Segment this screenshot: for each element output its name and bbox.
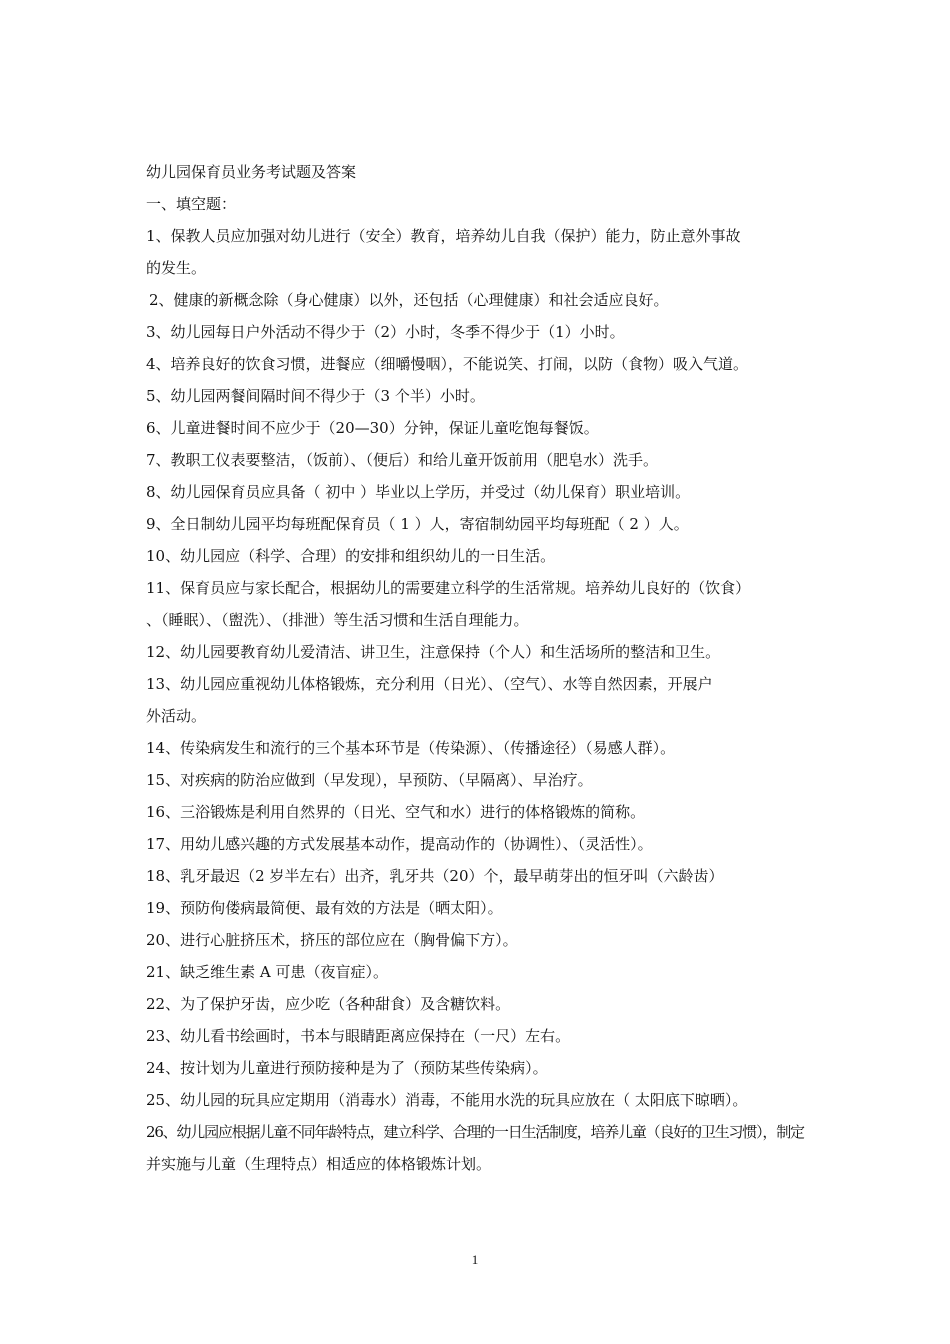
question-21: 21、缺乏维生素 A 可患（夜盲症）。 xyxy=(146,963,388,981)
question-10: 10、幼儿园应（科学、合理）的安排和组织幼儿的一日生活。 xyxy=(146,547,556,565)
question-18: 18、乳牙最迟（2 岁半左右）出齐，乳牙共（20）个，最早萌芽出的恒牙叫（六龄齿） xyxy=(146,867,724,885)
question-4: 4、培养良好的饮食习惯，进餐应（细嚼慢咽），不能说笑、打闹，以防（食物）吸入气道。 xyxy=(146,355,749,373)
question-20: 20、进行心脏挤压术，挤压的部位应在（胸骨偏下方）。 xyxy=(146,931,518,949)
question-15: 15、对疾病的防治应做到（早发现），早预防、（早隔离）、早治疗。 xyxy=(146,771,593,789)
question-3: 3、幼儿园每日户外活动不得少于（2）小时，冬季不得少于（1）小时。 xyxy=(146,323,625,341)
question-22: 22、为了保护牙齿，应少吃（各种甜食）及含糖饮料。 xyxy=(146,995,511,1013)
question-8: 8、幼儿园保育员应具备（ 初中 ）毕业以上学历，并受过（幼儿保育）职业培训。 xyxy=(146,483,691,501)
question-26-line-2: 并实施与儿童（生理特点）相适应的体格锻炼计划。 xyxy=(146,1155,492,1173)
document-title: 幼儿园保育员业务考试题及答案 xyxy=(146,163,357,181)
question-19: 19、预防佝偻病最简便、最有效的方法是（晒太阳）。 xyxy=(146,899,503,917)
page-number: 1 xyxy=(471,1252,479,1267)
question-16: 16、三浴锻炼是利用自然界的（日光、空气和水）进行的体格锻炼的简称。 xyxy=(146,803,646,821)
question-11-line-2: 、（睡眠）、（盥洗）、（排泄）等生活习惯和生活自理能力。 xyxy=(146,611,529,629)
question-17: 17、用幼儿感兴趣的方式发展基本动作，提高动作的（协调性）、（灵活性）。 xyxy=(146,835,653,853)
section-heading: 一、填空题： xyxy=(146,195,237,213)
question-23: 23、幼儿看书绘画时，书本与眼睛距离应保持在（一尺）左右。 xyxy=(146,1027,571,1045)
question-2: 2、健康的新概念除（身心健康）以外，还包括（心理健康）和社会适应良好。 xyxy=(149,291,669,309)
question-5: 5、幼儿园两餐间隔时间不得少于（3 个半）小时。 xyxy=(146,387,485,405)
question-1-line-2: 的发生。 xyxy=(146,259,207,277)
question-6: 6、儿童进餐时间不应少于（20—30）分钟，保证儿童吃饱每餐饭。 xyxy=(146,419,599,437)
question-9: 9、全日制幼儿园平均每班配保育员（ 1 ）人，寄宿制幼园平均每班配（ 2 ）人。 xyxy=(146,515,689,533)
document-content xyxy=(146,156,810,1180)
question-13-line-1: 13、幼儿园应重视幼儿体格锻炼，充分利用（日光）、（空气）、水等自然因素，开展户 xyxy=(146,675,713,693)
question-11-line-1: 11、保育员应与家长配合，根据幼儿的需要建立科学的生活常规。培养幼儿良好的（饮食） xyxy=(146,579,751,597)
question-24: 24、按计划为儿童进行预防接种是为了（预防某些传染病）。 xyxy=(146,1059,548,1077)
question-7: 7、教职工仪表要整洁，（饭前）、（便后）和给儿童开饭前用（肥皂水）洗手。 xyxy=(146,451,659,469)
question-14: 14、传染病发生和流行的三个基本环节是（传染源）、（传播途径）（易感人群）。 xyxy=(146,739,676,757)
question-26-line-1: 26、幼儿园应根据儿童不同年龄特点，建立科学、合理的一日生活制度，培养儿童（良好的卫生习惯），制定 xyxy=(146,1123,804,1141)
question-13-line-2: 外活动。 xyxy=(146,707,207,725)
question-12: 12、幼儿园要教育幼儿爱清洁、讲卫生，注意保持（个人）和生活场所的整洁和卫生。 xyxy=(146,643,721,661)
question-25: 25、幼儿园的玩具应定期用（消毒水）消毒，不能用水洗的玩具应放在（ 太阳底下晾晒）。 xyxy=(146,1091,748,1109)
question-1-line-1: 1、保教人员应加强对幼儿进行（安全）教育，培养幼儿自我（保护）能力，防止意外事故 xyxy=(146,227,741,245)
